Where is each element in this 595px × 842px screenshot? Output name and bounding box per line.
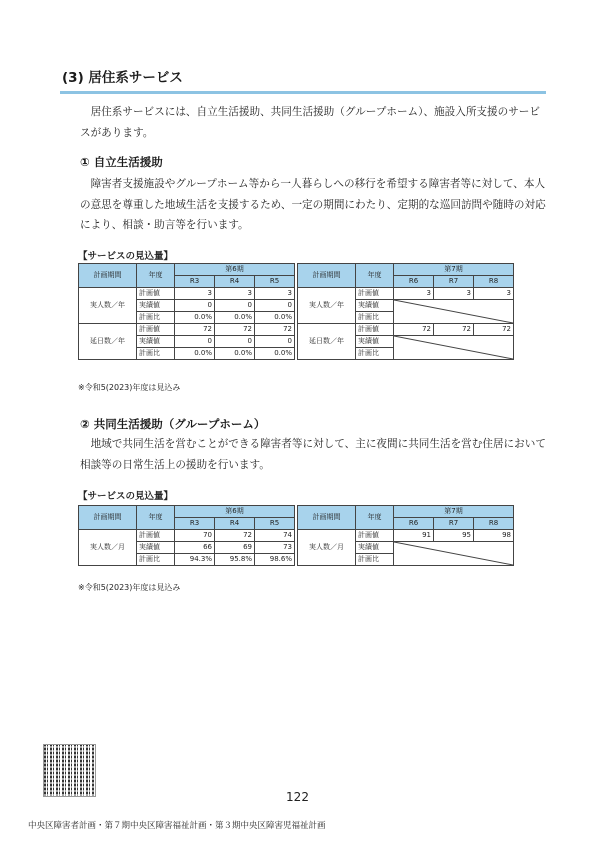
table-cell: 95 xyxy=(434,530,474,542)
table-cell: 0 xyxy=(255,336,295,348)
table-cell: 72 xyxy=(175,324,215,336)
header-term: 第7期 xyxy=(394,264,514,276)
row-type-label: 計画比 xyxy=(356,348,394,360)
header-fiscal-year: 年度 xyxy=(356,264,394,288)
table-cell: 3 xyxy=(215,288,255,300)
row-type-label: 計画比 xyxy=(356,312,394,324)
table-cell: 3 xyxy=(255,288,295,300)
header-term: 第7期 xyxy=(394,506,514,518)
row-type-label: 計画値 xyxy=(356,324,394,336)
row-type-label: 計画比 xyxy=(137,348,175,360)
header-fiscal-year: 年度 xyxy=(356,506,394,530)
row-group-label: 延日数／年 xyxy=(79,324,137,360)
table-title-2: 【サービスの見込量】 xyxy=(78,491,174,502)
header-year: R5 xyxy=(255,276,295,288)
section-underline xyxy=(60,91,546,94)
header-year: R3 xyxy=(175,276,215,288)
row-group-label: 実人数／年 xyxy=(298,288,356,324)
table-left xyxy=(78,263,295,360)
row-type-label: 計画値 xyxy=(137,530,175,542)
header-plan-period: 計画期間 xyxy=(79,506,137,530)
footer-text: 中央区障害者計画・第７期中央区障害福祉計画・第３期中央区障害児福祉計画 xyxy=(28,821,326,831)
header-fiscal-year: 年度 xyxy=(137,506,175,530)
row-type-label: 計画値 xyxy=(356,288,394,300)
pending-values-area xyxy=(394,336,514,360)
table-cell: 72 xyxy=(215,530,255,542)
table-cell: 0.0% xyxy=(255,312,295,324)
subsection-body-1: 障害者支援施設やグループホーム等から一人暮らしへの移行を希望する障害者等に対して、本人の意思を尊重した地域生活を支援するため、一定の期間にわたり、定期的な巡回訪問や随時の対応により、相談・助言等を行います。 xyxy=(80,178,546,231)
table-cell: 98 xyxy=(474,530,514,542)
row-type-label: 実績値 xyxy=(137,300,175,312)
table-cell: 3 xyxy=(394,288,434,300)
table-right xyxy=(297,505,514,566)
row-type-label: 計画比 xyxy=(137,554,175,566)
row-type-label: 計画値 xyxy=(356,530,394,542)
header-year: R4 xyxy=(215,518,255,530)
table-row xyxy=(79,288,295,300)
table-cell: 3 xyxy=(474,288,514,300)
table-cell: 0 xyxy=(215,300,255,312)
section-heading: (3) 居住系サービス xyxy=(62,70,183,86)
row-group-label: 実人数／月 xyxy=(298,530,356,566)
table-cell: 0.0% xyxy=(175,312,215,324)
table-cell: 69 xyxy=(215,542,255,554)
row-type-label: 計画値 xyxy=(137,324,175,336)
table-cell: 91 xyxy=(394,530,434,542)
header-plan-period: 計画期間 xyxy=(298,506,356,530)
header-term: 第6期 xyxy=(175,506,295,518)
header-year: R7 xyxy=(434,518,474,530)
table-cell: 72 xyxy=(255,324,295,336)
table-cell: 94.3% xyxy=(175,554,215,566)
table-cell: 95.8% xyxy=(215,554,255,566)
header-year: R8 xyxy=(474,276,514,288)
table-cell: 0.0% xyxy=(215,312,255,324)
row-type-label: 計画比 xyxy=(356,554,394,566)
header-year: R3 xyxy=(175,518,215,530)
subsection-heading-1: ① 自立生活援助 xyxy=(80,155,163,169)
table-note-2: ※令和5(2023)年度は見込み xyxy=(78,583,181,592)
intro-paragraph: 居住系サービスには、自立生活援助、共同生活援助（グループホーム）、施設入所支援のサービスがあります。 xyxy=(80,106,540,139)
table-left xyxy=(78,505,295,566)
table-cell: 3 xyxy=(175,288,215,300)
table-row xyxy=(298,324,514,336)
table-cell: 74 xyxy=(255,530,295,542)
table-cell: 72 xyxy=(434,324,474,336)
header-plan-period: 計画期間 xyxy=(79,264,137,288)
header-year: R6 xyxy=(394,518,434,530)
table-cell: 0 xyxy=(255,300,295,312)
service-volume-table-1 xyxy=(78,263,514,360)
table-row xyxy=(298,530,514,542)
table-row xyxy=(79,324,295,336)
table-cell: 3 xyxy=(434,288,474,300)
table-cell: 0 xyxy=(175,300,215,312)
table-cell: 0 xyxy=(215,336,255,348)
table-title-1: 【サービスの見込量】 xyxy=(78,251,174,262)
row-type-label: 実績値 xyxy=(137,542,175,554)
table-cell: 72 xyxy=(215,324,255,336)
row-type-label: 実績値 xyxy=(356,336,394,348)
pending-values-area xyxy=(394,300,514,324)
header-term: 第6期 xyxy=(175,264,295,276)
table-right xyxy=(297,263,514,360)
table-cell: 66 xyxy=(175,542,215,554)
header-year: R8 xyxy=(474,518,514,530)
row-type-label: 計画値 xyxy=(137,288,175,300)
header-year: R6 xyxy=(394,276,434,288)
pending-values-area xyxy=(394,542,514,566)
table-cell: 73 xyxy=(255,542,295,554)
subsection-heading-2: ② 共同生活援助（グループホーム） xyxy=(80,417,266,431)
header-year: R7 xyxy=(434,276,474,288)
row-type-label: 実績値 xyxy=(356,542,394,554)
row-group-label: 実人数／年 xyxy=(79,288,137,324)
row-type-label: 計画比 xyxy=(137,312,175,324)
header-plan-period: 計画期間 xyxy=(298,264,356,288)
header-year: R4 xyxy=(215,276,255,288)
table-row xyxy=(79,530,295,542)
subsection-body-2: 地域で共同生活を営むことができる障害者等に対して、主に夜間に共同生活を営む住居において相談等の日常生活上の援助を行います。 xyxy=(80,438,546,471)
table-cell: 72 xyxy=(474,324,514,336)
header-year: R5 xyxy=(255,518,295,530)
row-group-label: 実人数／月 xyxy=(79,530,137,566)
service-volume-table-2 xyxy=(78,505,514,566)
table-cell: 0.0% xyxy=(175,348,215,360)
table-cell: 0.0% xyxy=(215,348,255,360)
table-row xyxy=(298,288,514,300)
table-cell: 70 xyxy=(175,530,215,542)
page-number: 122 xyxy=(286,790,309,804)
row-type-label: 実績値 xyxy=(137,336,175,348)
table-cell: 98.6% xyxy=(255,554,295,566)
row-group-label: 延日数／年 xyxy=(298,324,356,360)
table-cell: 0 xyxy=(175,336,215,348)
table-cell: 72 xyxy=(394,324,434,336)
table-note-1: ※令和5(2023)年度は見込み xyxy=(78,383,181,392)
header-fiscal-year: 年度 xyxy=(137,264,175,288)
table-cell: 0.0% xyxy=(255,348,295,360)
row-type-label: 実績値 xyxy=(356,300,394,312)
